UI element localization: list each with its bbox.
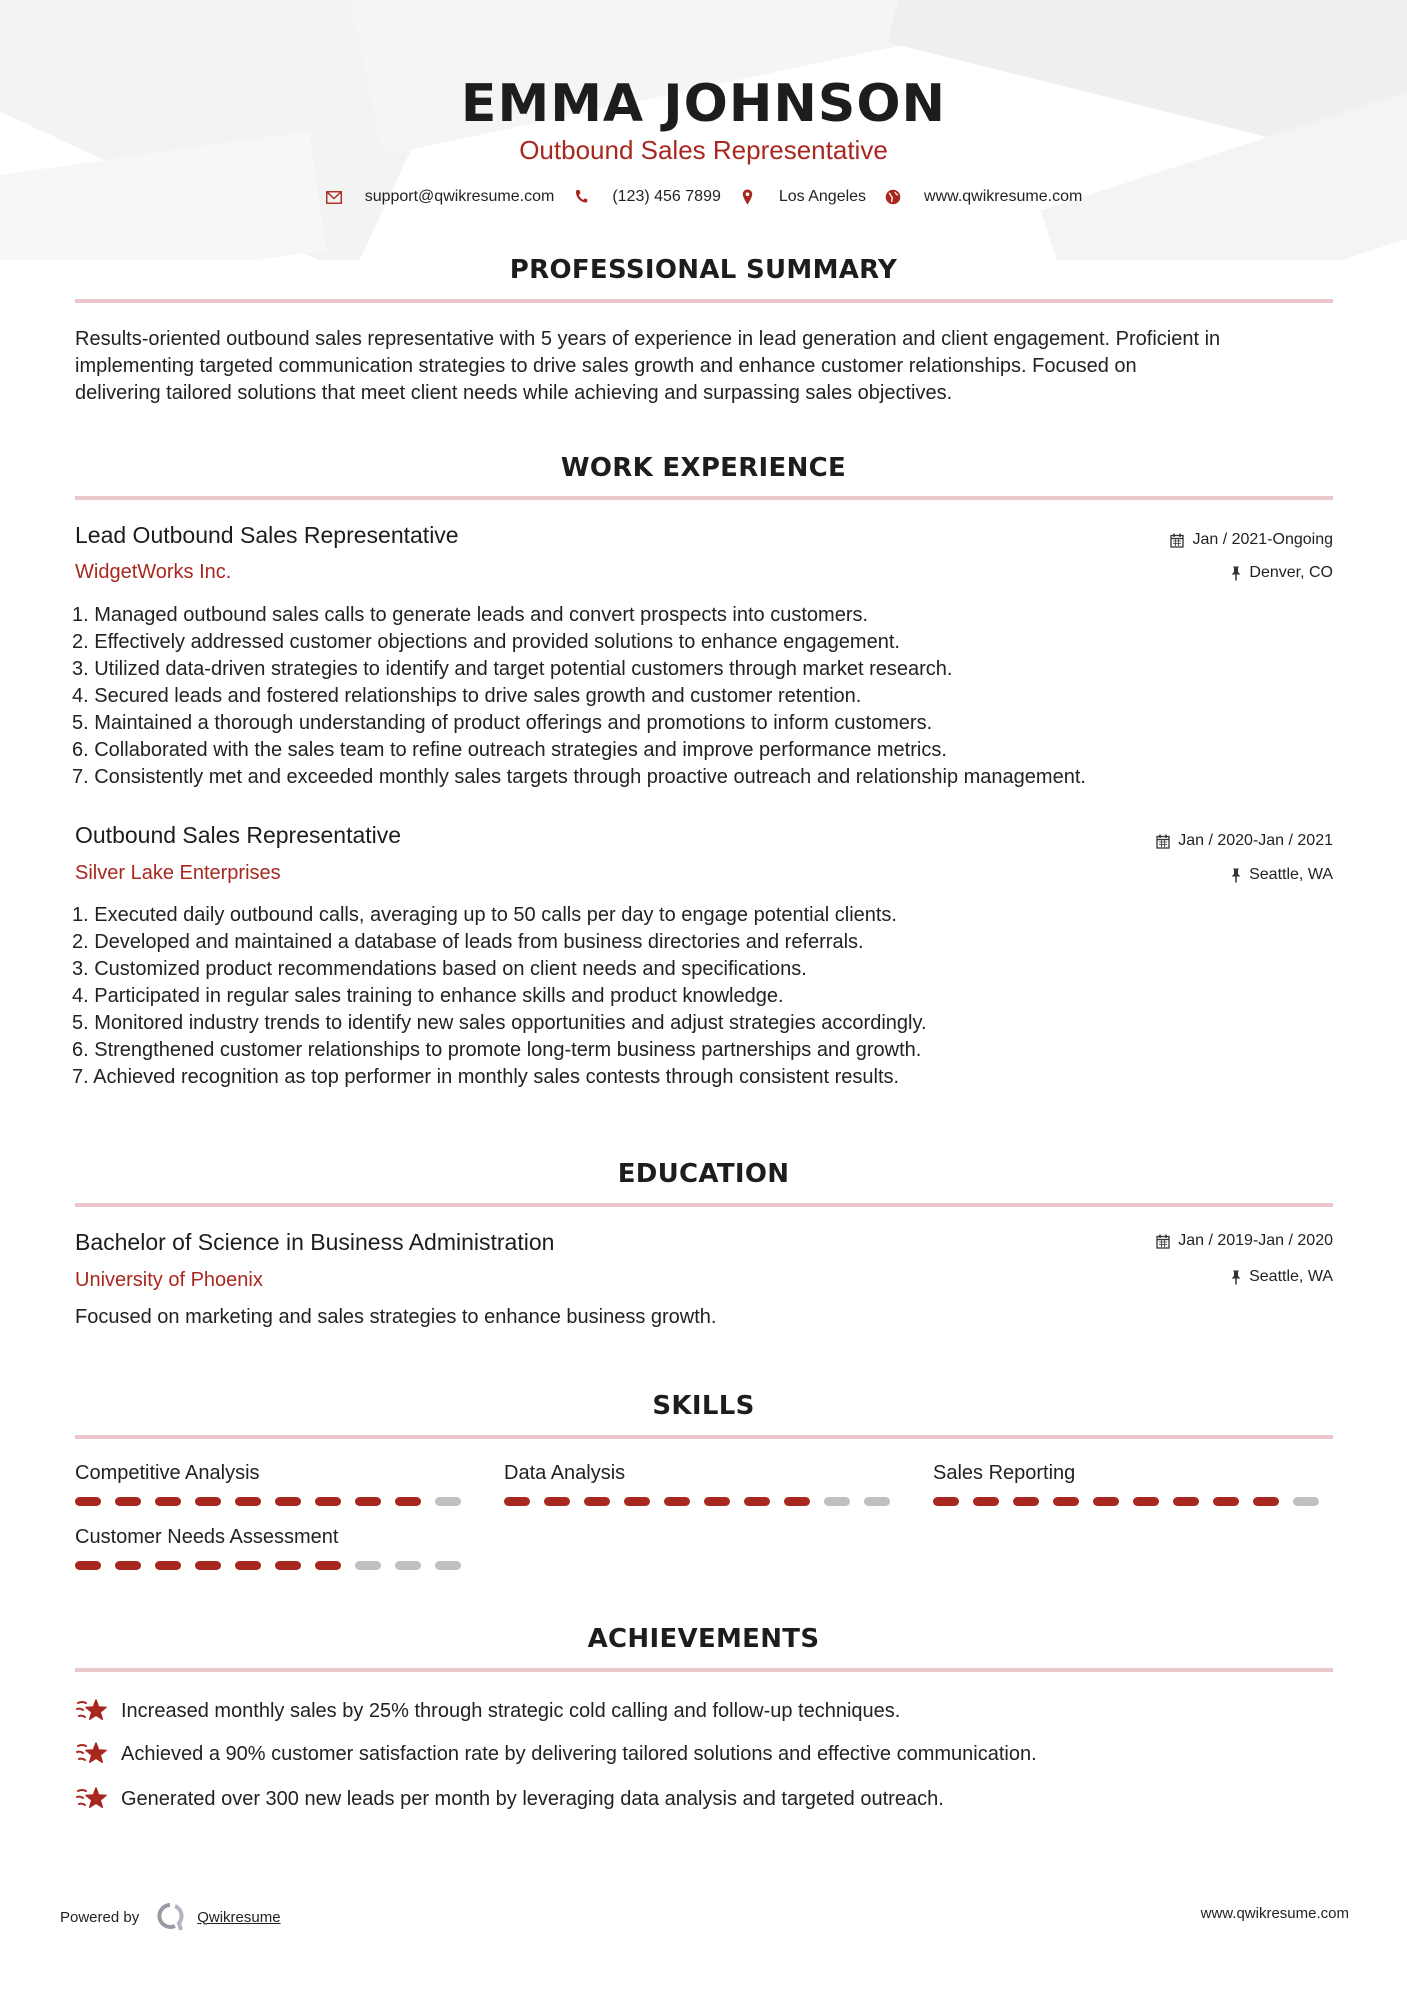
pushpin-icon (1231, 566, 1241, 581)
rating-dash (1053, 1497, 1079, 1506)
job-title: Outbound Sales Representative (75, 822, 402, 848)
section-heading-achievements: ACHIEVEMENTS (587, 1624, 820, 1654)
education-location: Seattle, WA (1231, 1268, 1333, 1286)
achievement-item: Generated over 300 new leads per month by leveraging data analysis and targeted outreach. (75, 1785, 944, 1813)
achievement-item: Increased monthly sales by 25% through strategic cold calling and follow-up techniques. (75, 1697, 900, 1725)
shooting-star-icon (75, 1697, 109, 1725)
contact-bar (0, 188, 1407, 206)
envelope-icon (325, 188, 343, 206)
job-location: Seattle, WA (1231, 866, 1333, 884)
rating-dash (504, 1497, 530, 1506)
skill-name: Sales Reporting (933, 1462, 1076, 1484)
skill-item (75, 1526, 475, 1570)
section-divider (75, 299, 1333, 303)
section-heading-skills: SKILLS (652, 1391, 755, 1421)
job-bullets (72, 902, 1342, 1091)
contact-location (739, 188, 866, 206)
rating-dash (395, 1497, 421, 1506)
candidate-name: EMMA JOHNSON (460, 74, 947, 134)
company-name: WidgetWorks Inc. (75, 561, 232, 583)
rating-dash (784, 1497, 810, 1506)
bullet-item: 4. Participated in regular sales training to enhance skills and product knowledge. (72, 985, 784, 1007)
bullet-item: 4. Secured leads and fostered relationships to drive sales growth and customer retention. (72, 685, 862, 707)
rating-dash (1133, 1497, 1159, 1506)
bullet-item: 7. Achieved recognition as top performer in monthly sales contests through consistent results. (72, 1066, 900, 1088)
summary-line: delivering tailored solutions that meet client needs while achieving and surpassing sales objectives. (75, 382, 953, 404)
summary-line: Results-oriented outbound sales representative with 5 years of experience in lead generation and client engagement. Proficient in (75, 328, 1221, 350)
rating-dash (544, 1497, 570, 1506)
skill-rating-bar (75, 1497, 475, 1506)
degree-title: Bachelor of Science in Business Administration (75, 1229, 555, 1255)
summary-line: implementing targeted communication strategies to drive sales growth and enhance customer relationships. Focused on (75, 355, 1137, 377)
calendar-icon (1170, 533, 1184, 548)
company-name: Silver Lake Enterprises (75, 862, 281, 884)
skill-rating-bar (75, 1561, 475, 1570)
rating-dash (973, 1497, 999, 1506)
job-bullets (72, 602, 1342, 791)
rating-dash (195, 1561, 221, 1570)
rating-dash (115, 1497, 141, 1506)
achievement-item: Achieved a 90% customer satisfaction rate by delivering tailored solutions and effective communication. (75, 1740, 1037, 1768)
rating-dash (435, 1561, 461, 1570)
bullet-item: 3. Customized product recommendations based on client needs and specifications. (72, 958, 807, 980)
pushpin-icon (1231, 868, 1241, 883)
section-heading-summary: PROFESSIONAL SUMMARY (509, 255, 898, 285)
location-text: Los Angeles (778, 188, 867, 205)
section-divider (75, 1435, 1333, 1439)
rating-dash (664, 1497, 690, 1506)
rating-dash (1253, 1497, 1279, 1506)
rating-dash (824, 1497, 850, 1506)
skill-name: Competitive Analysis (75, 1462, 260, 1484)
bullet-item: 2. Effectively addressed customer objections and provided solutions to enhance engagement. (72, 631, 900, 653)
rating-dash (155, 1561, 181, 1570)
skill-item (933, 1462, 1333, 1506)
school-name: University of Phoenix (75, 1269, 263, 1291)
job-dates: Jan / 2021-Ongoing (1170, 531, 1333, 549)
website-text: www.qwikresume.com (924, 188, 1083, 205)
map-pin-icon (739, 188, 757, 206)
section-heading-experience: WORK EXPERIENCE (560, 453, 847, 483)
job-title: Lead Outbound Sales Representative (75, 522, 459, 548)
rating-dash (624, 1497, 650, 1506)
bullet-item: 1. Managed outbound sales calls to generate leads and convert prospects into customers. (72, 604, 869, 626)
contact-website[interactable] (884, 188, 1082, 206)
rating-dash (1173, 1497, 1199, 1506)
bullet-item: 1. Executed daily outbound calls, averaging up to 50 calls per day to engage potential clients. (72, 904, 897, 926)
section-divider (75, 496, 1333, 500)
section-heading-education: EDUCATION (617, 1159, 790, 1189)
bullet-item: 5. Maintained a thorough understanding of product offerings and promotions to inform customers. (72, 712, 933, 734)
rating-dash (275, 1561, 301, 1570)
shooting-star-icon (75, 1785, 109, 1813)
rating-dash (275, 1497, 301, 1506)
contact-email[interactable] (325, 188, 555, 206)
rating-dash (355, 1497, 381, 1506)
qwikresume-logo-icon (155, 1902, 185, 1932)
rating-dash (933, 1497, 959, 1506)
rating-dash (744, 1497, 770, 1506)
rating-dash (315, 1561, 341, 1570)
rating-dash (75, 1561, 101, 1570)
globe-icon (884, 188, 902, 206)
rating-dash (1213, 1497, 1239, 1506)
footer-powered-by: Powered by Qwikresume (60, 1902, 281, 1932)
bullet-item: 3. Utilized data-driven strategies to identify and target potential customers through market research. (72, 658, 953, 680)
bullet-item: 7. Consistently met and exceeded monthly sales targets through proactive outreach and relationship management. (72, 766, 1086, 788)
calendar-icon (1156, 834, 1170, 849)
section-divider (75, 1203, 1333, 1207)
education-description: Focused on marketing and sales strategies to enhance business growth. (75, 1306, 717, 1328)
contact-phone[interactable] (572, 188, 721, 206)
rating-dash (1013, 1497, 1039, 1506)
candidate-title: Outbound Sales Representative (519, 135, 888, 165)
section-divider (75, 1668, 1333, 1672)
shooting-star-icon (75, 1740, 109, 1768)
skill-name: Data Analysis (504, 1462, 626, 1484)
email-text: support@qwikresume.com (364, 188, 555, 205)
job-location: Denver, CO (1231, 564, 1333, 582)
phone-icon (572, 188, 590, 206)
rating-dash (1293, 1497, 1319, 1506)
rating-dash (395, 1561, 421, 1570)
bullet-item: 6. Collaborated with the sales team to refine outreach strategies and improve performance metrics. (72, 739, 947, 761)
qwikresume-link[interactable]: Qwikresume (197, 1908, 281, 1926)
rating-dash (75, 1497, 101, 1506)
rating-dash (704, 1497, 730, 1506)
rating-dash (115, 1561, 141, 1570)
pushpin-icon (1231, 1270, 1241, 1285)
summary-text (75, 326, 1335, 407)
rating-dash (155, 1497, 181, 1506)
rating-dash (1093, 1497, 1119, 1506)
rating-dash (195, 1497, 221, 1506)
footer-website[interactable]: www.qwikresume.com (1200, 1905, 1349, 1922)
bullet-item: 5. Monitored industry trends to identify new sales opportunities and adjust strategies accordingly. (72, 1012, 927, 1034)
skill-name: Customer Needs Assessment (75, 1526, 339, 1548)
skill-rating-bar (933, 1497, 1333, 1506)
calendar-icon (1156, 1234, 1170, 1249)
skill-item (504, 1462, 904, 1506)
rating-dash (235, 1561, 261, 1570)
education-dates: Jan / 2019-Jan / 2020 (1156, 1232, 1333, 1250)
skill-item (75, 1462, 475, 1506)
rating-dash (584, 1497, 610, 1506)
phone-text: (123) 456 7899 (612, 188, 721, 205)
rating-dash (315, 1497, 341, 1506)
rating-dash (435, 1497, 461, 1506)
rating-dash (864, 1497, 890, 1506)
bullet-item: 6. Strengthened customer relationships to promote long-term business partnerships and growth. (72, 1039, 922, 1061)
rating-dash (235, 1497, 261, 1506)
skill-rating-bar (504, 1497, 904, 1506)
rating-dash (355, 1561, 381, 1570)
bullet-item: 2. Developed and maintained a database of leads from business directories and referrals. (72, 931, 864, 953)
job-dates: Jan / 2020-Jan / 2021 (1156, 832, 1333, 850)
